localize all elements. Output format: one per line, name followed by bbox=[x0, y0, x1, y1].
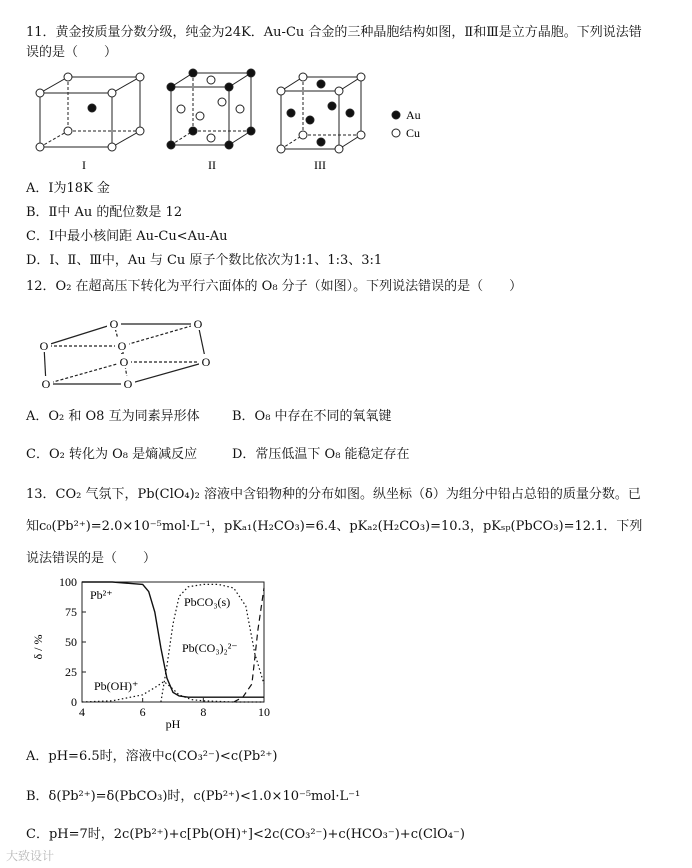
x-tick-label: 4 bbox=[79, 705, 85, 719]
legend-cu: Cu bbox=[406, 126, 421, 140]
annotation-pboh: Pb(OH)⁺ bbox=[94, 679, 139, 693]
o8-atom: O bbox=[39, 339, 49, 353]
x-axis-label: pH bbox=[165, 717, 181, 731]
y-tick-label: 100 bbox=[59, 575, 77, 589]
o8-atom: O bbox=[41, 377, 51, 391]
q12-option-a: A．O₂ 和 O8 互为同素异形体 bbox=[26, 409, 200, 424]
series-line-3 bbox=[234, 588, 264, 702]
o8-atom: O bbox=[117, 339, 127, 353]
q11-option-a: A．Ⅰ为18K 金 bbox=[26, 181, 110, 196]
o8-molecule-figure bbox=[28, 312, 218, 394]
au-legend-icon bbox=[392, 111, 400, 119]
q13-stem-line2: 知c₀(Pb²⁺)=2.0×10⁻⁵mol·L⁻¹，pKₐ₁(H₂CO₃)=6.4、pKₐ₂(H₂CO₃)=10.3，pKₛₚ(PbCO₃)=12.1．下列 bbox=[26, 519, 643, 534]
q11-option-b: B．Ⅱ中 Au 的配位数是 12 bbox=[26, 205, 183, 220]
y-tick-label: 75 bbox=[65, 605, 77, 619]
q11-crystal-figure bbox=[30, 65, 450, 180]
cell-label-3: III bbox=[314, 158, 326, 172]
q12-stem: 12．O₂ 在超高压下转化为平行六面体的 O₈ 分子（如图）。下列说法错误的是（ ） bbox=[26, 279, 523, 294]
y-tick-label: 50 bbox=[65, 635, 77, 649]
annotation-pbco3-2: Pb(CO₃)₂²⁻ bbox=[182, 641, 238, 655]
x-tick-label: 6 bbox=[139, 705, 146, 719]
q13-option-a: A．pH=6.5时，溶液中c(CO₃²⁻)<c(Pb²⁺) bbox=[26, 749, 278, 764]
q11-option-c: C．Ⅰ中最小核间距 Au-Cu<Au-Au bbox=[26, 229, 228, 244]
q13-option-c: C．pH=7时，2c(Pb²⁺)+c[Pb(OH)⁺]<2c(CO₃²⁻)+c(HCO₃⁻)+c(ClO₄⁻) bbox=[26, 827, 465, 842]
cell-label-2: II bbox=[208, 158, 216, 172]
q11-option-d: D．Ⅰ、Ⅱ、Ⅲ中，Au 与 Cu 原子个数比依次为1:1、1:3、3:1 bbox=[26, 253, 383, 268]
q12-option-d: D．常压低温下 O₈ 能稳定存在 bbox=[232, 447, 410, 462]
q12-option-b: B．O₈ 中存在不同的氧氧键 bbox=[232, 409, 392, 424]
o8-atom: O bbox=[193, 317, 203, 331]
q13-stem-line3: 说法错误的是（ ） bbox=[26, 551, 157, 566]
q13-option-b: B．δ(Pb²⁺)=δ(PbCO₃)时，c(Pb²⁺)<1.0×10⁻⁵mol·L⁻¹ bbox=[26, 789, 361, 804]
x-tick-label: 10 bbox=[258, 705, 270, 719]
q13-stem-line1: 13．CO₂ 气氛下，Pb(ClO₄)₂ 溶液中含铅物种的分布如图。纵坐标（δ）为组分中铅占总铅的质量分数。已 bbox=[26, 487, 641, 502]
y-tick-label: 25 bbox=[65, 665, 77, 679]
x-tick-label: 8 bbox=[200, 705, 207, 719]
y-axis-label: δ / % bbox=[31, 634, 45, 660]
q12-option-c: C．O₂ 转化为 O₈ 是熵减反应 bbox=[26, 447, 198, 462]
annotation-pbco3: PbCO₃(s) bbox=[184, 595, 231, 609]
cu-legend-icon bbox=[392, 129, 400, 137]
q11-stem-line1: 11．黄金按质量分数分级，纯金为24K．Au-Cu 合金的三种晶胞结构如图，Ⅱ和Ⅲ是立方晶胞。下列说法错 bbox=[26, 25, 642, 40]
q11-stem-line2: 误的是（ ） bbox=[26, 45, 118, 60]
o8-atom: O bbox=[123, 377, 133, 391]
watermark: 大致设计 bbox=[6, 849, 55, 863]
annotation-pb2: Pb²⁺ bbox=[90, 588, 113, 602]
y-tick-label: 0 bbox=[71, 695, 77, 709]
unit-cell-1-atoms bbox=[36, 73, 144, 151]
cell-label-1: I bbox=[82, 158, 86, 172]
legend-au: Au bbox=[406, 108, 421, 122]
o8-atom: O bbox=[201, 355, 211, 369]
o8-atom: O bbox=[119, 355, 129, 369]
distribution-chart bbox=[28, 572, 278, 732]
o8-atom: O bbox=[109, 317, 119, 331]
